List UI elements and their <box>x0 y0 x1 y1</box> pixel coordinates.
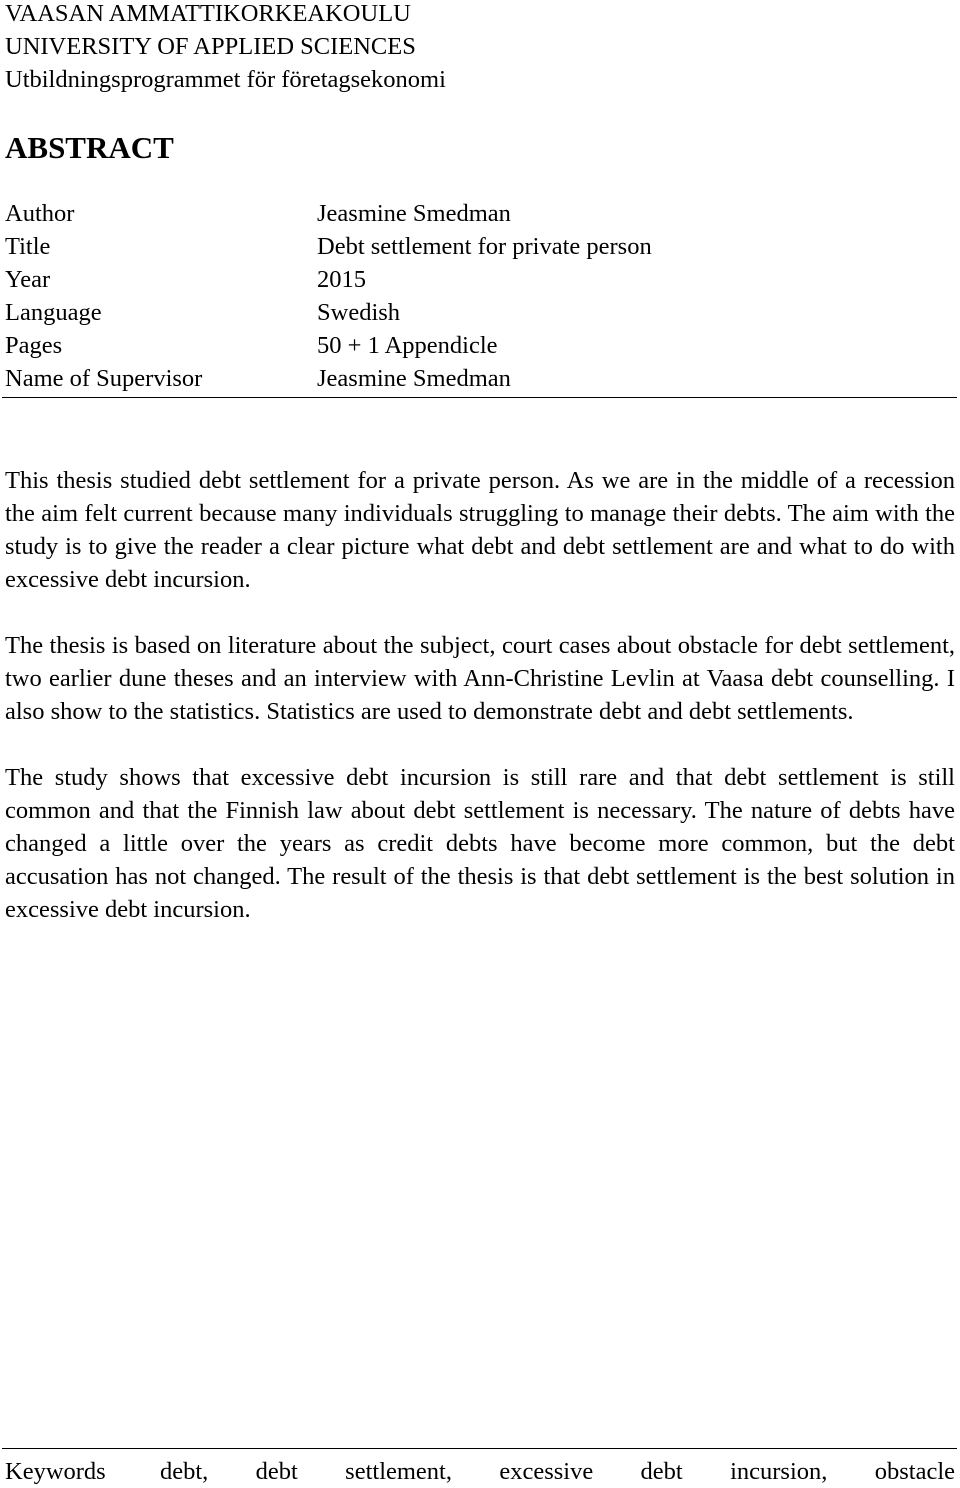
abstract-paragraph: The study shows that excessive debt incursion is still rare and that debt settlement is still common and that the Finnish law about debt settlement is necessary. The nature of debts have changed a little over the years as credit debts have become more common, but the debt accusation has not changed. The result of the thesis is that debt settlement is the best solution in excessive debt incursion. <box>5 764 955 923</box>
meta-row-language <box>5 296 955 329</box>
meta-value: 2015 <box>317 266 366 293</box>
meta-label: Author <box>5 200 75 227</box>
meta-row-supervisor <box>5 362 955 395</box>
meta-value: Jeasmine Smedman <box>317 200 511 227</box>
meta-row-title <box>5 230 955 263</box>
meta-label: Year <box>5 266 51 293</box>
abstract-page <box>5 0 955 1488</box>
abstract-paragraph: This thesis studied debt settlement for a private person. As we are in the middle of a recession the aim felt current because many individuals struggling to manage their debts. The aim with the study is to give the reader a clear picture what debt and debt settlement are and what to do with excessive debt incursion. <box>5 467 955 593</box>
keywords-value: debt, debt settlement, excessive debt incursion, obstacle <box>160 1458 955 1485</box>
meta-label: Pages <box>5 332 63 359</box>
institution-name-english: UNIVERSITY OF APPLIED SCIENCES <box>5 33 416 60</box>
meta-row-author <box>5 197 955 230</box>
meta-row-year <box>5 263 955 296</box>
abstract-heading: ABSTRACT <box>5 130 174 165</box>
degree-programme: Utbildningsprogrammet för företagsekonomi <box>5 66 446 93</box>
thesis-metadata <box>5 197 955 395</box>
meta-value: Jeasmine Smedman <box>317 365 511 392</box>
meta-label: Title <box>5 233 51 260</box>
meta-value: Debt settlement for private person <box>317 233 652 260</box>
keywords-row <box>5 1455 955 1488</box>
meta-value: Swedish <box>317 299 401 326</box>
meta-value: 50 + 1 Appendicle <box>317 332 498 359</box>
keywords-label: Keywords <box>5 1458 106 1485</box>
institution-name-finnish: VAASAN AMMATTIKORKEAKOULU <box>5 0 411 27</box>
metadata-divider <box>2 397 957 398</box>
meta-label: Name of Supervisor <box>5 365 203 392</box>
abstract-paragraph: The thesis is based on literature about the subject, court cases about obstacle for debt settlement, two earlier dune theses and an interview with Ann-Christine Levlin at Vaasa debt counselling. I also show to the statistics. Statistics are used to demonstrate debt and debt settlements. <box>5 632 955 725</box>
meta-row-pages <box>5 329 955 362</box>
meta-label: Language <box>5 299 102 326</box>
keywords-divider <box>2 1448 957 1449</box>
abstract-body <box>5 464 955 959</box>
